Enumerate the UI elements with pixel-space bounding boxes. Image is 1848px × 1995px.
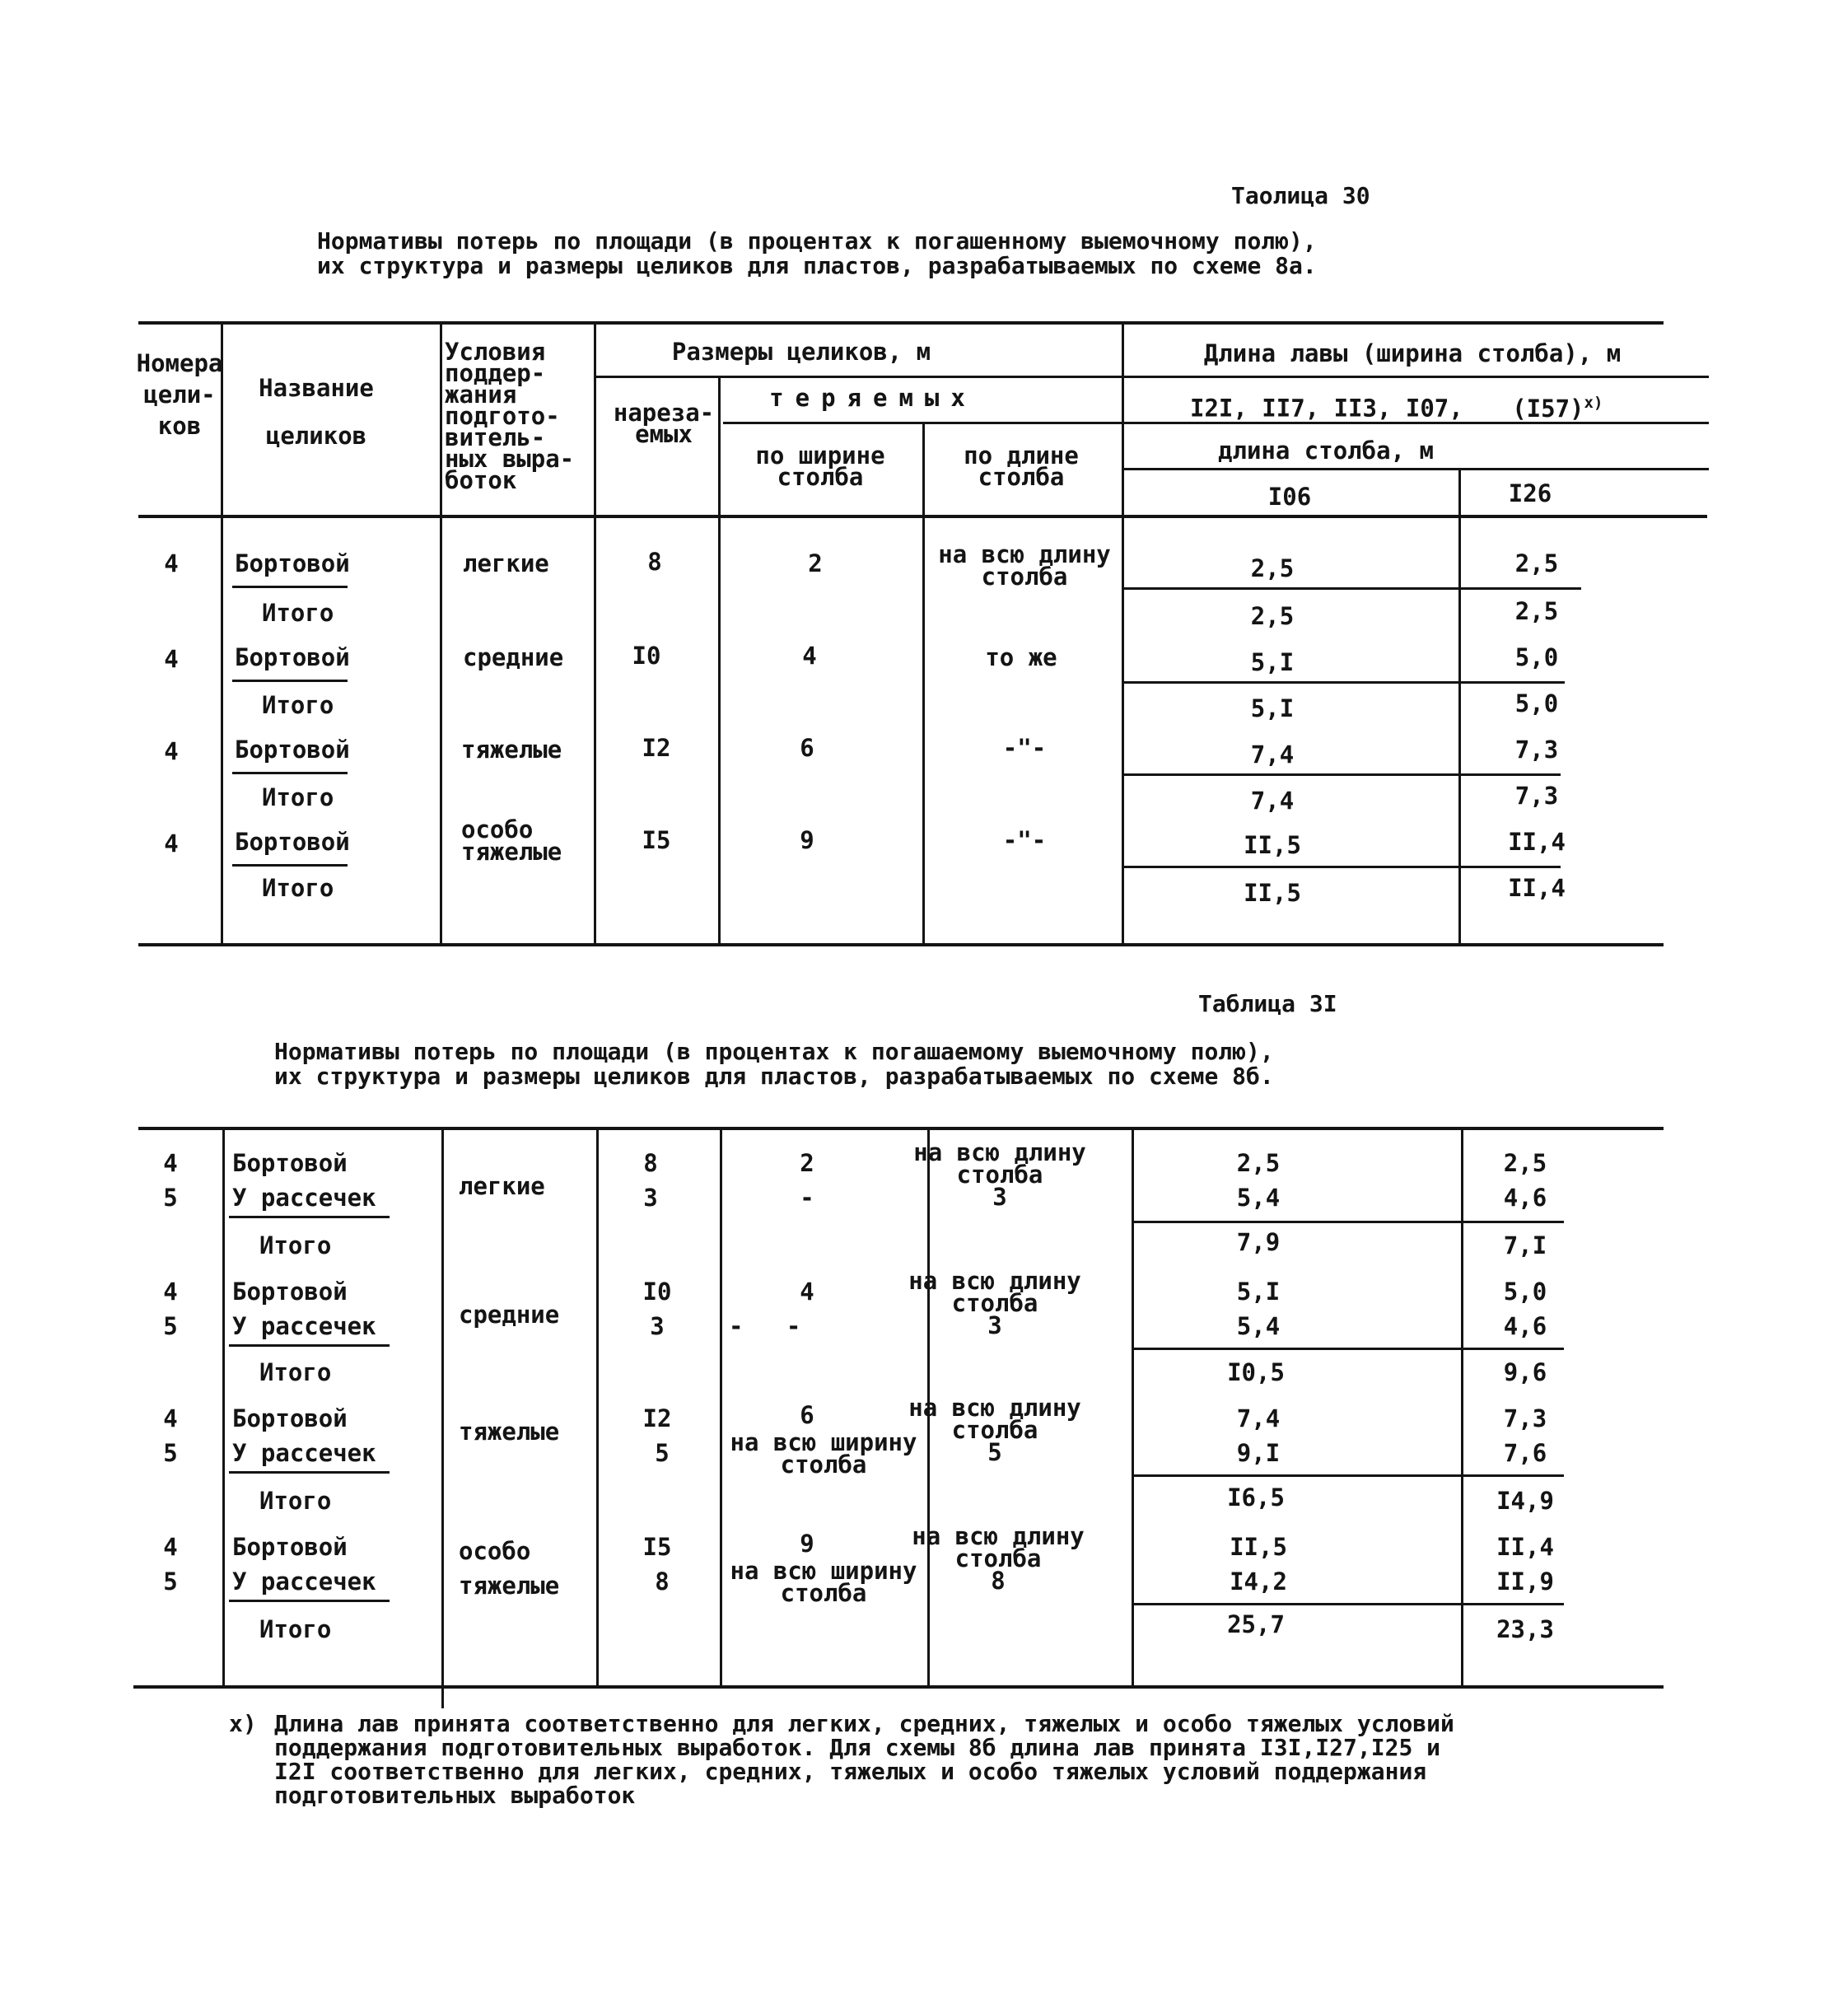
t30-pillar-number: 4 [164, 829, 179, 857]
t30-support-conditions: тяжелые [461, 736, 562, 764]
t31-lost-width: 6 [800, 1401, 814, 1429]
table-31-divider [441, 1127, 444, 1708]
t30-lost-width: 2 [808, 549, 823, 577]
header-pillar-sizes: Размеры целиков, м [671, 338, 931, 366]
t31-support-conditions: особо тяжелые [459, 1537, 560, 1600]
table-31-caption-line-2: их структура и размеры целиков для пластов, разрабатываемых по схеме 8б. [274, 1063, 1274, 1090]
t30-total-126: 7,3 [1514, 782, 1559, 810]
table-30-top-rule [138, 321, 1664, 325]
t31-lost-width: - [800, 1184, 814, 1212]
lava-footnote-mark: x) [1584, 394, 1603, 412]
footnote-text: Длина лав принята соответственно для легких, средних, тяжелых и особо тяжелых условий поддержания подготовительных выработок. Для схемы 8б длина лав принята I3I,I27,I25 и I2I соответственно для легких, средних, тяжелых и особо тяжелых условий поддержания подготовительных выработок [274, 1710, 1454, 1809]
t31-name-underline [229, 1344, 390, 1347]
t31-lost-length: на всю длину столба 3 [913, 1138, 1086, 1211]
t30-name-underline [232, 586, 348, 588]
table-30-label: Таолица 30 [1231, 182, 1370, 209]
t30-name-underline [232, 864, 348, 867]
t31-value-106: 5,I [1236, 1278, 1281, 1306]
t31-pillar-name: У рассечек [232, 1312, 376, 1340]
t30-cut-size: 8 [647, 548, 662, 576]
t30-value-126: 2,5 [1514, 549, 1559, 577]
t31-value-106: 5,4 [1236, 1312, 1281, 1340]
t30-support-conditions: легкие [463, 549, 549, 577]
t30-pillar-number: 4 [164, 645, 179, 673]
t31-cut-size: I2 [642, 1404, 672, 1432]
header-lava-values [1190, 392, 1603, 423]
lava-extra-text: (I57) [1512, 394, 1584, 423]
t31-value-126: 4,6 [1503, 1184, 1547, 1212]
lava-values-text: I2I, II7, II3, I07, [1190, 394, 1463, 423]
t31-pillar-number: 4 [163, 1404, 178, 1432]
t30-pillar-number: 4 [164, 549, 179, 577]
t31-cut-size: I0 [642, 1278, 672, 1306]
t31-lost-width: 9 [800, 1530, 814, 1558]
t31-total-106: 7,9 [1236, 1228, 1281, 1256]
t31-value-126: 7,3 [1503, 1404, 1547, 1432]
t30-value-126: 5,0 [1514, 643, 1559, 671]
t31-total-126: I4,9 [1496, 1487, 1554, 1515]
table-30-length-rule [1124, 468, 1709, 470]
t30-total-label: Итого [262, 874, 334, 902]
t31-pillar-number: 4 [163, 1533, 178, 1561]
t31-cut-size: 8 [655, 1568, 670, 1596]
t30-lost-width: 6 [800, 734, 814, 762]
t31-lost-width: 4 [800, 1278, 814, 1306]
t31-pillar-name: Бортовой [232, 1149, 348, 1177]
t30-name-underline [232, 772, 348, 774]
t31-total-label: Итого [259, 1358, 332, 1386]
t31-pillar-name: Бортовой [232, 1278, 348, 1306]
t30-support-conditions: средние [463, 643, 564, 671]
table-31-divider [596, 1127, 599, 1688]
t30-total-label: Итого [262, 599, 334, 627]
t30-total-106: 7,4 [1250, 787, 1295, 815]
table-30-divider [718, 376, 721, 946]
t31-total-126: 23,3 [1496, 1615, 1554, 1643]
t30-pillar-name: Бортовой [235, 549, 350, 577]
t31-lost-length: на всю длину столба 8 [912, 1522, 1085, 1595]
table-31-divider [222, 1127, 225, 1688]
t31-name-underline [229, 1216, 390, 1218]
t31-total-126: 9,6 [1503, 1358, 1547, 1386]
t30-pillar-number: 4 [164, 737, 179, 765]
t31-pillar-name: У рассечек [232, 1439, 376, 1467]
table-30-caption-line-2: их структура и размеры целиков для пластов, разрабатываемых по схеме 8а. [317, 252, 1317, 279]
t30-name-underline [232, 680, 348, 682]
t31-value-106: 2,5 [1236, 1149, 1281, 1177]
t30-lost-length: -"- [1002, 734, 1047, 762]
t31-cut-size: 8 [643, 1149, 658, 1177]
t31-support-conditions: тяжелые [459, 1418, 560, 1446]
t31-value-126: II,9 [1496, 1568, 1554, 1596]
t31-value-106: 9,I [1236, 1439, 1281, 1467]
header-pillar-number: Номера цели- ков [136, 349, 223, 440]
t31-value-106: II,5 [1230, 1533, 1287, 1561]
t31-pillar-number: 5 [163, 1568, 178, 1596]
t31-cut-size: I5 [642, 1533, 672, 1561]
t31-total-126: 7,I [1503, 1231, 1547, 1259]
t30-support-conditions: особо тяжелые [461, 815, 562, 866]
t31-value-106: I4,2 [1230, 1568, 1287, 1596]
table-30-divider [1458, 470, 1461, 946]
table-31-divider [720, 1127, 722, 1688]
t31-lost-length: на всю длину столба 3 [908, 1267, 1081, 1339]
t31-lost-width: на всю ширину столба [730, 1428, 917, 1479]
t31-total-rule [1132, 1474, 1564, 1477]
t31-pillar-name: У рассечек [232, 1568, 376, 1596]
t31-name-underline [229, 1600, 390, 1602]
t30-total-rule [1124, 681, 1565, 684]
table-30-sizes-rule [595, 376, 1709, 378]
t30-value-106: 2,5 [1250, 554, 1295, 582]
t31-cut-size: 5 [655, 1439, 670, 1467]
table-30-caption [317, 229, 1317, 278]
t30-pillar-name: Бортовой [235, 736, 350, 764]
t31-name-underline [229, 1471, 390, 1474]
t30-pillar-name: Бортовой [235, 828, 350, 856]
t30-lost-length: -"- [1002, 826, 1047, 854]
t31-support-conditions: легкие [459, 1172, 545, 1200]
t31-value-126: 4,6 [1503, 1312, 1547, 1340]
t30-total-106: 2,5 [1250, 602, 1295, 630]
t31-pillar-number: 5 [163, 1184, 178, 1212]
t31-total-rule [1132, 1221, 1564, 1223]
header-lost-width: по ширине столба [755, 442, 885, 491]
t31-value-126: 5,0 [1503, 1278, 1547, 1306]
table-30-divider [594, 321, 596, 946]
t31-lost-width: 2 [800, 1149, 814, 1177]
table-30-bottom-rule [138, 943, 1664, 946]
header-lava-length: Длина лавы (ширина столба), м [1203, 339, 1622, 367]
t30-total-106: 5,I [1250, 694, 1295, 722]
table-30-divider [922, 424, 925, 946]
t31-value-106: 7,4 [1236, 1404, 1281, 1432]
t31-pillar-name: У рассечек [232, 1184, 376, 1212]
t31-value-126: 2,5 [1503, 1149, 1547, 1177]
t30-total-label: Итого [262, 783, 334, 811]
header-pillar-length: длина столба, м [1218, 437, 1434, 465]
t30-value-106: 7,4 [1250, 741, 1295, 769]
t30-total-106: II,5 [1244, 879, 1301, 907]
t31-pillar-name: Бортовой [232, 1533, 348, 1561]
t30-value-126: 7,3 [1514, 736, 1559, 764]
t31-support-conditions: средние [459, 1301, 560, 1329]
t31-lost-width: - - [729, 1312, 801, 1340]
t30-total-rule [1124, 866, 1561, 868]
t31-value-106: 5,4 [1236, 1184, 1281, 1212]
t30-lost-length: на всю длину столба [938, 540, 1111, 591]
t30-cut-size: I5 [642, 826, 671, 854]
table-31-label: Таблица 3I [1198, 990, 1337, 1017]
table-30-divider [1122, 321, 1124, 946]
t30-lost-width: 9 [800, 826, 814, 854]
table-30-caption-line-1: Нормативы потерь по площади (в процентах к погашенному выемочному полю), [317, 227, 1317, 255]
t30-total-126: 5,0 [1514, 689, 1559, 717]
t31-total-label: Итого [259, 1231, 332, 1259]
t30-pillar-name: Бортовой [235, 643, 350, 671]
t31-pillar-number: 5 [163, 1439, 178, 1467]
table-30-divider [440, 321, 442, 946]
header-lost-length: по длине столба [964, 442, 1079, 491]
header-lost: теряемых [769, 384, 977, 412]
header-length-106: I06 [1267, 483, 1312, 511]
header-length-126: I26 [1508, 479, 1552, 507]
header-pillar-name: Название целиков [259, 374, 374, 450]
t31-total-rule [1132, 1603, 1564, 1605]
t31-pillar-name: Бортовой [232, 1404, 348, 1432]
t30-total-126: 2,5 [1514, 597, 1559, 625]
t31-lost-length: на всю длину столба 5 [908, 1394, 1081, 1466]
t31-cut-size: 3 [650, 1312, 665, 1340]
t31-value-126: 7,6 [1503, 1439, 1547, 1467]
t31-pillar-number: 5 [163, 1312, 178, 1340]
t31-total-106: I6,5 [1227, 1483, 1285, 1511]
t31-total-label: Итого [259, 1615, 332, 1643]
header-support-conditions: Условия поддер- жания подгото- витель- ных выра- боток [445, 338, 575, 494]
t30-cut-size: I0 [632, 642, 661, 670]
t31-total-rule [1132, 1348, 1564, 1350]
t31-value-126: II,4 [1496, 1533, 1554, 1561]
t30-value-106: 5,I [1250, 648, 1295, 676]
table-31-bottom-rule [133, 1685, 1664, 1689]
t31-cut-size: 3 [643, 1184, 658, 1212]
t30-lost-width: 4 [802, 642, 817, 670]
t30-total-126: II,4 [1508, 874, 1566, 902]
table-31-top-rule [138, 1127, 1664, 1130]
t31-total-label: Итого [259, 1487, 332, 1515]
t30-value-126: II,4 [1508, 828, 1566, 856]
t31-total-106: I0,5 [1227, 1358, 1285, 1386]
t31-pillar-number: 4 [163, 1278, 178, 1306]
t30-total-rule [1124, 773, 1561, 776]
t30-total-rule [1124, 587, 1581, 590]
t31-lost-width: на всю ширину столба [730, 1557, 917, 1607]
t30-value-106: II,5 [1244, 831, 1301, 859]
header-cut: нареза- емых [613, 399, 715, 448]
t31-pillar-number: 4 [163, 1149, 178, 1177]
t30-total-label: Итого [262, 691, 334, 719]
footnote-marker: x) [229, 1710, 257, 1737]
table-31-caption-line-1: Нормативы потерь по площади (в процентах к погашаемому выемочному полю), [274, 1038, 1274, 1065]
table-31-caption [274, 1040, 1274, 1089]
t30-lost-length: то же [985, 643, 1057, 671]
t31-total-106: 25,7 [1227, 1610, 1285, 1638]
t30-cut-size: I2 [642, 734, 671, 762]
